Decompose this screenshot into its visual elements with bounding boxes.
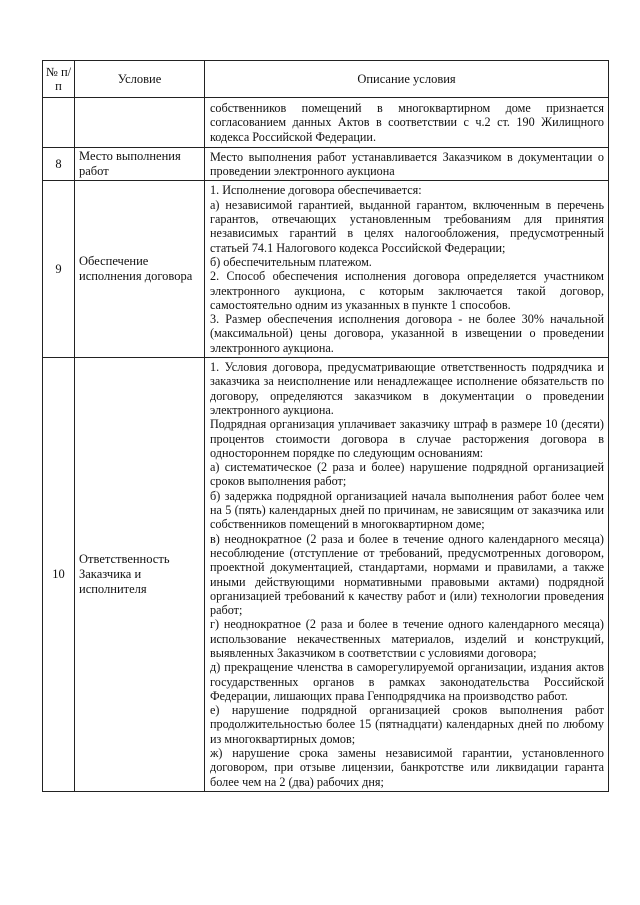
- row-condition: Обеспечение исполнения договора: [75, 181, 205, 358]
- table-row: [43, 147, 609, 181]
- row-num: 10: [43, 358, 75, 792]
- header-condition: Условие: [75, 61, 205, 98]
- conditions-table: [42, 60, 609, 792]
- table-row: [43, 98, 609, 148]
- row-num: [43, 98, 75, 148]
- paragraph: 2. Способ обеспечения исполнения договора определяется участником электронного аукциона, с которым заключается такой договор, самостоятельно одним из указанных в пункте 1 способов.: [210, 269, 604, 312]
- paragraph: Место выполнения работ устанавливается Заказчиком в документации о проведении электронного аукциона: [210, 149, 604, 179]
- paragraph: г) неоднократное (2 раза и более в течение одного календарного месяца) использование некачественных материалов, изделий и конструкций, выявленных Заказчиком в соответствии с условиями договора;: [210, 617, 604, 660]
- table-row: [43, 358, 609, 792]
- header-description: Описание условия: [205, 61, 609, 98]
- row-condition: Место выполнения работ: [75, 147, 205, 181]
- paragraph: а) систематическое (2 раза и более) нарушение подрядной организацией сроков выполнения работ;: [210, 460, 604, 489]
- row-num: 9: [43, 181, 75, 358]
- paragraph: е) нарушение подрядной организацией сроков выполнения работ продолжительностью более 15 (пятнадцати) календарных дней по любому из многоквартирных домов;: [210, 703, 604, 746]
- paragraph: а) независимой гарантией, выданной гарантом, включенным в перечень гарантов, отвечающих установленным требованиям для принятия независимых гарантий в целях налогообложения, предусмотренный статьей 74.1 Налогового кодекса Российской Федерации;: [210, 197, 604, 255]
- paragraph: Подрядная организация уплачивает заказчику штраф в размере 10 (десяти) процентов стоимости договора в случае расторжения договора в одностороннем порядке по следующим основаниям:: [210, 417, 604, 460]
- paragraph: в) неоднократное (2 раза и более в течение одного календарного месяца) несоблюдение (отступление от требований, предусмотренных договором, проектной документацией, стандартами, нормами и правилами, а также иными действующими нормативными правовыми актами) подрядной организацией требований к качеству работ и (или) технологии проведения работ;: [210, 531, 604, 618]
- paragraph: ж) нарушение срока замены независимой гарантии, установленного договором, при отзыве лицензии, банкротстве или ликвидации гаранта более чем на 2 (два) рабочих дня;: [210, 746, 604, 789]
- paragraph: 1. Исполнение договора обеспечивается:: [210, 183, 422, 198]
- row-condition: [75, 98, 205, 148]
- row-description: [205, 181, 609, 358]
- table-header-row: [43, 61, 609, 98]
- row-condition: Ответственность Заказчика и исполнителя: [75, 358, 205, 792]
- paragraph: д) прекращение членства в саморегулируемой организации, издания актов государственных органов в рамках законодательства Российской Федерации, лишающих права Генподрядчика на производство работ.: [210, 660, 604, 703]
- paragraph: собственников помещений в многоквартирном доме признается согласованием данных Актов в соответствии с ч.2 ст. 190 Жилищного кодекса Российской Федерации.: [210, 101, 604, 144]
- paragraph: б) задержка подрядной организацией начала выполнения работ более чем на 5 (пять) календарных дней по причинам, не зависящим от заказчика или собственников помещений в многоквартирном доме;: [210, 488, 604, 532]
- paragraph: 1. Условия договора, предусматривающие ответственность подрядчика и заказчика за неисполнение или ненадлежащее исполнение обязательств по договору, определяются заказчиком в документации о проведении электронного аукциона.: [210, 360, 604, 417]
- paragraph: 3. Размер обеспечения исполнения договора - не более 30% начальной (максимальной) цены договора, указанной в извещении о проведении электронного аукциона.: [210, 312, 604, 355]
- row-description: [205, 98, 609, 148]
- row-description: [205, 358, 609, 792]
- table-row: [43, 181, 609, 358]
- row-description: [205, 147, 609, 181]
- row-num: 8: [43, 147, 75, 181]
- paragraph: б) обеспечительным платежом.: [210, 254, 372, 269]
- header-num: № п/п: [43, 61, 75, 98]
